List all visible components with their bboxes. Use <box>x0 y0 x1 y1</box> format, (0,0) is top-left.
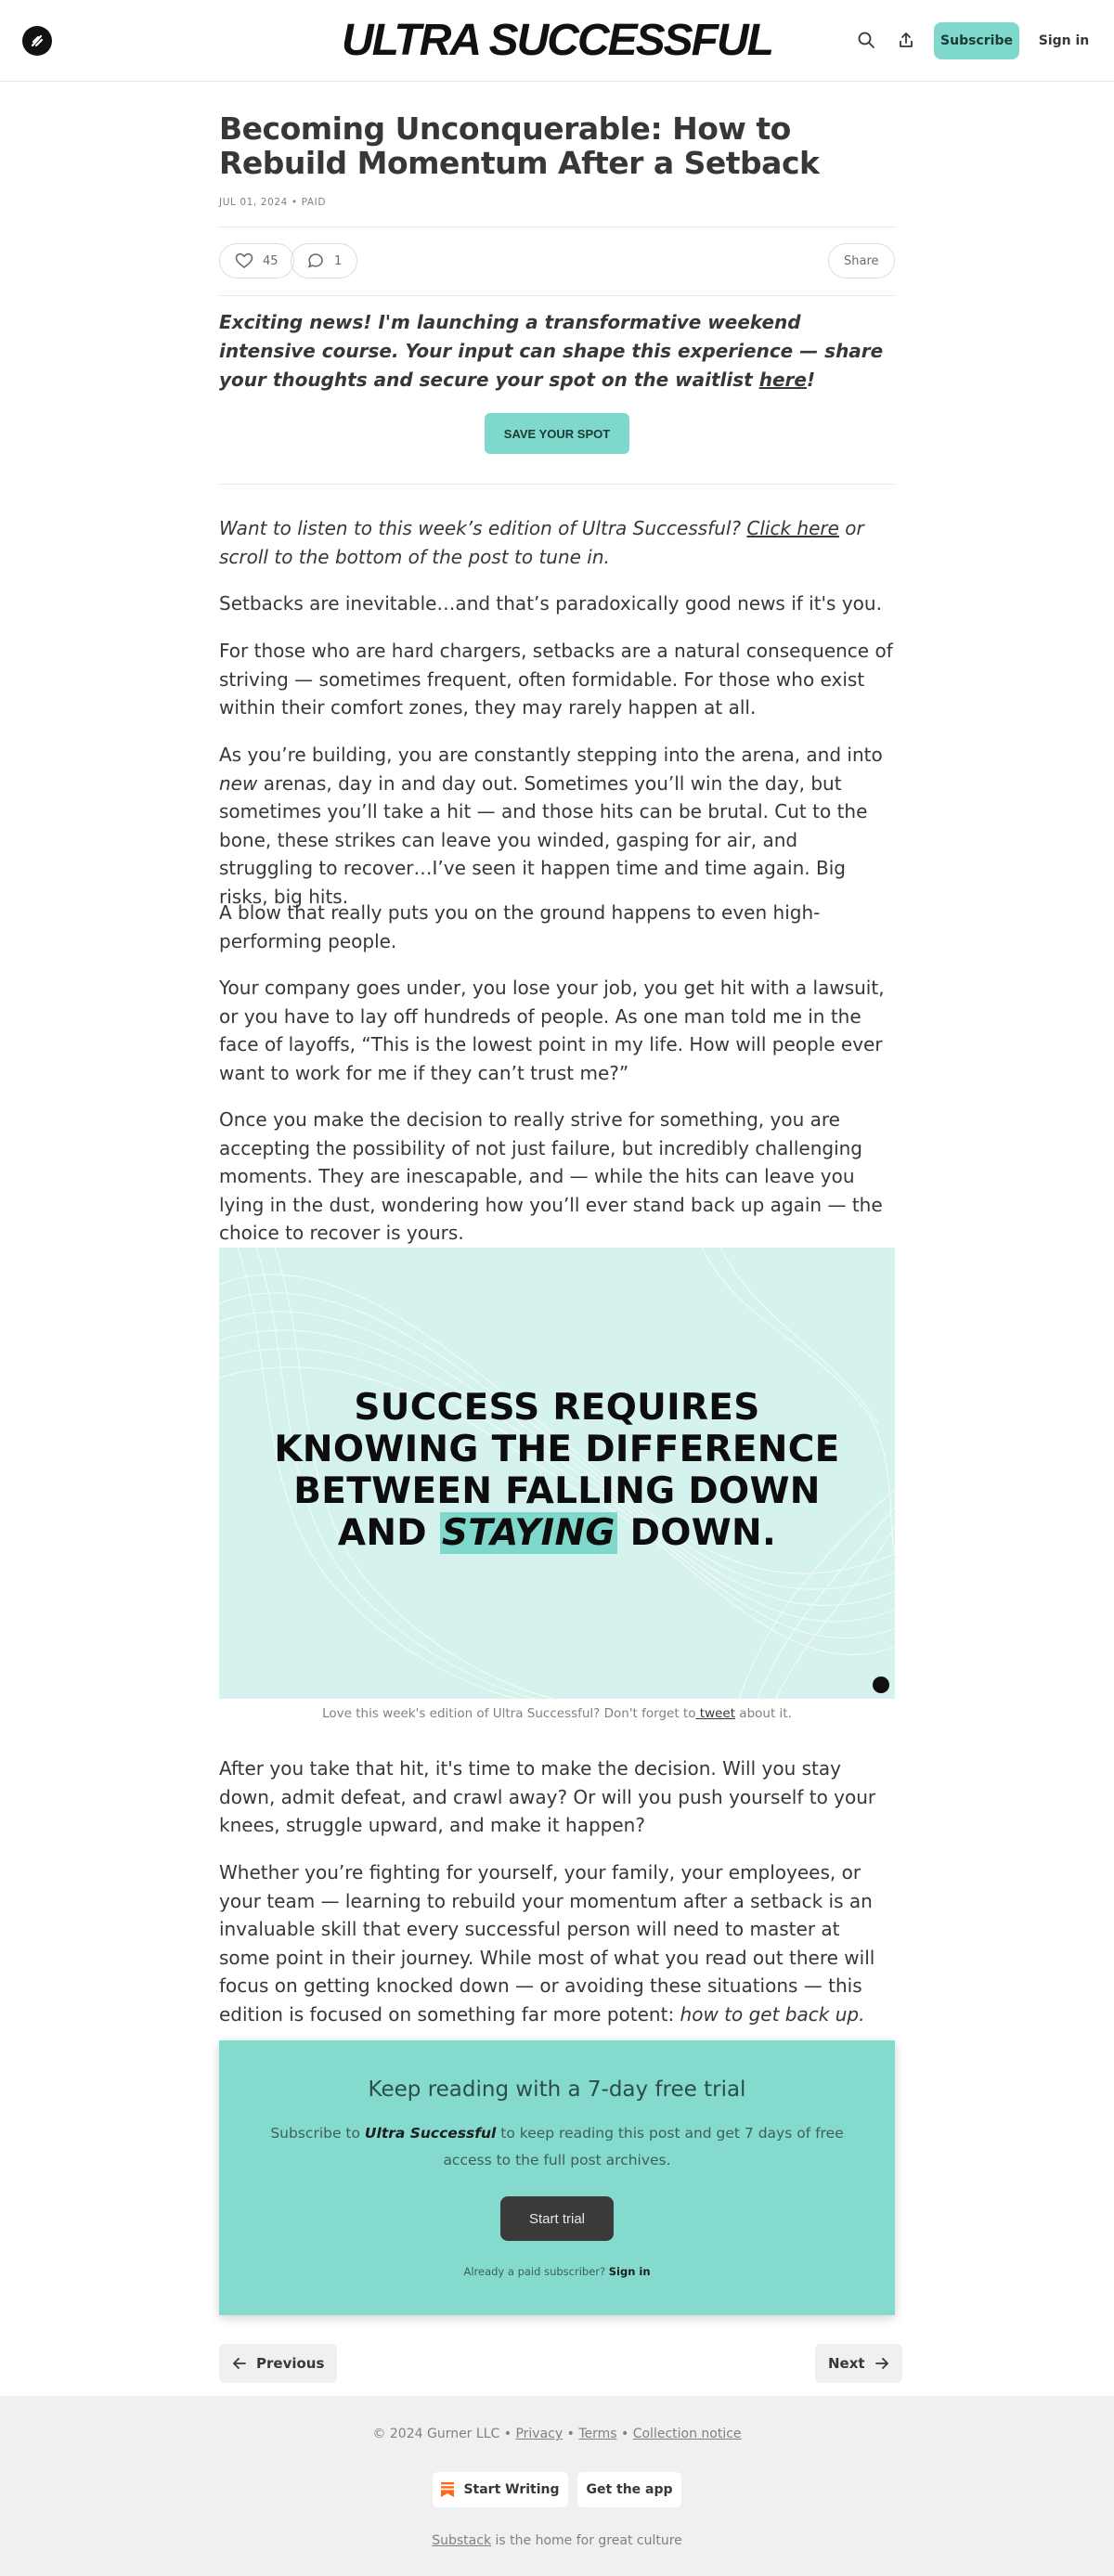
separator: • <box>503 2427 516 2441</box>
substack-link[interactable]: Substack <box>432 2533 492 2548</box>
footer <box>0 2396 1114 2576</box>
divider <box>219 484 895 485</box>
promo-end: ! <box>806 369 816 391</box>
paragraph: For those who are hard chargers, setbacks are a natural consequence of striving — sometimes frequent, often formidable. For those who exist within their comfort zones, they may rarely happen at all. <box>219 640 893 718</box>
save-your-spot-button[interactable]: SAVE YOUR SPOT <box>485 413 629 454</box>
caption-text: Love this week's edition of Ultra Successful? Don't forget to <box>322 1706 696 1721</box>
privacy-link[interactable]: Privacy <box>515 2427 563 2441</box>
intro-post: or scroll to the bottom of the post to tune in. <box>219 517 864 568</box>
paragraph <box>219 1858 895 2028</box>
top-bar <box>0 0 1114 82</box>
share-button[interactable]: Share <box>828 243 895 278</box>
publication-name: Ultra Successful <box>364 2125 497 2142</box>
comment-count: 1 <box>334 253 343 268</box>
paragraph-text: As you’re building, you are constantly stepping into the arena, and into <box>219 744 883 766</box>
like-count: 45 <box>263 253 278 268</box>
quote-highlight: STAYING <box>441 1512 615 1554</box>
publication-name[interactable]: ULTRA SUCCESSFUL <box>342 16 772 65</box>
quote-word: AND <box>337 1512 440 1554</box>
publication-logo-icon <box>873 1676 889 1693</box>
listen-intro <box>219 514 895 571</box>
search-icon[interactable] <box>854 28 878 52</box>
promo-copy: Exciting news! I'm launching a transformative weekend intensive course. Your input can shape this experience — share your thoughts and secure your spot on the waitlist <box>219 311 884 391</box>
get-app-button[interactable]: Get the app <box>577 2472 681 2507</box>
meta-separator: • <box>291 197 302 208</box>
quote-image[interactable] <box>219 1248 895 1699</box>
substack-icon <box>441 2482 454 2497</box>
paywall-copy: Subscribe to <box>270 2125 365 2142</box>
next-post-button[interactable] <box>815 2344 902 2383</box>
start-trial-button[interactable]: Start trial <box>500 2196 614 2241</box>
quote-line: KNOWING THE DIFFERENCE <box>274 1429 840 1470</box>
terms-link[interactable]: Terms <box>578 2427 617 2441</box>
start-writing-label: Start Writing <box>463 2482 560 2497</box>
publication-logo-icon[interactable] <box>22 26 52 56</box>
like-button[interactable] <box>219 243 294 278</box>
footer-tagline <box>0 2533 1114 2548</box>
heart-icon <box>235 252 253 269</box>
signin-prompt: Already a paid subscriber? <box>463 2265 609 2278</box>
start-writing-button[interactable] <box>433 2472 568 2507</box>
divider <box>219 295 895 296</box>
paragraph-text: arenas, day in and day out. Sometimes you’ll win the day, but sometimes you’ll take a hit — and those hits can be brutal. Cut to the bone, these strikes can leave you winded, gasping for air, and struggling to recover…I’ve seen it happen time and time again. Big risks, big hits. <box>219 771 868 908</box>
paragraph <box>219 741 895 911</box>
emphasis: how to get back up. <box>680 2002 865 2026</box>
comment-button[interactable] <box>291 243 357 278</box>
signin-link[interactable]: Sign in <box>1038 33 1090 48</box>
collection-notice-link[interactable]: Collection notice <box>632 2427 742 2441</box>
share-icon[interactable] <box>894 28 918 52</box>
paragraph: A blow that really puts you on the ground happens to even high-performing people. <box>219 901 821 952</box>
separator: • <box>566 2427 579 2441</box>
paywall-text <box>260 2120 854 2174</box>
waitlist-link[interactable]: here <box>758 369 807 391</box>
arrow-left-icon <box>232 2356 247 2371</box>
post-title: Becoming Unconquerable: How to Rebuild Momentum After a Setback <box>219 110 820 181</box>
paywall-signin-link[interactable]: Sign in <box>608 2265 651 2278</box>
paragraph: Once you make the decision to really strive for something, you are accepting the possibility of not just failure, but incredibly challenging moments. They are inescapable, and — while the hits can leave you lying in the dust, wondering how you’ll ever stand back up again — the choice to recover is yours. <box>219 1108 883 1244</box>
paragraph: Your company goes under, you lose your job, you get hit with a lawsuit, or you have to lay off hundreds of people. As one man told me in the face of layoffs, “This is the lowest point in my life. How will people ever want to work for me if they can’t trust me?” <box>219 977 885 1084</box>
post-date: JUL 01, 2024 <box>219 197 288 208</box>
tweet-link[interactable]: tweet <box>695 1706 736 1721</box>
emphasis: new <box>219 771 258 795</box>
promo-text <box>219 308 895 395</box>
paywall-signin <box>219 2265 895 2278</box>
tagline-text: is the home for great culture <box>491 2533 682 2548</box>
intro-pre: Want to listen to this week’s edition of Ultra Successful? <box>219 517 747 539</box>
quote-text <box>219 1387 895 1554</box>
quote-word: DOWN. <box>616 1512 777 1554</box>
previous-post-button[interactable] <box>219 2344 337 2383</box>
next-label: Next <box>828 2355 865 2372</box>
quote-line <box>219 1512 895 1554</box>
comment-icon <box>306 252 325 270</box>
copyright: © 2024 Gurner LLC <box>372 2427 500 2441</box>
image-caption <box>219 1706 895 1721</box>
audience-badge: PAID <box>301 197 327 208</box>
paywall-copy: to keep reading this post and get 7 days of free access to the full post archives. <box>443 2125 844 2168</box>
paragraph-text: Whether you’re fighting for yourself, your family, your employees, or your team — learning to rebuild your momentum after a setback is an invaluable skill that every successful person will need to master at some point in their journey. While most of what you read out there will focus on getting knocked down — or avoiding these situations — this edition is focused on something far more potent: <box>219 1861 875 2026</box>
paywall-card <box>219 2040 895 2315</box>
post-meta <box>219 197 326 208</box>
separator: • <box>621 2427 633 2441</box>
footer-links <box>0 2427 1114 2441</box>
quote-line: BETWEEN FALLING DOWN <box>293 1470 821 1512</box>
paragraph: Setbacks are inevitable…and that’s paradoxically good news if it's you. <box>219 592 882 615</box>
arrow-right-icon <box>874 2356 889 2371</box>
previous-label: Previous <box>256 2355 325 2372</box>
paragraph: After you take that hit, it's time to make the decision. Will you stay down, admit defeat, and crawl away? Or will you push yourself to your knees, struggle upward, and make it happen? <box>219 1757 876 1836</box>
subscribe-button[interactable]: Subscribe <box>934 22 1019 59</box>
listen-link[interactable]: Click here <box>746 517 839 539</box>
caption-text: about it. <box>735 1706 792 1721</box>
paywall-title: Keep reading with a 7-day free trial <box>368 2078 746 2102</box>
quote-line: SUCCESS REQUIRES <box>354 1387 760 1429</box>
